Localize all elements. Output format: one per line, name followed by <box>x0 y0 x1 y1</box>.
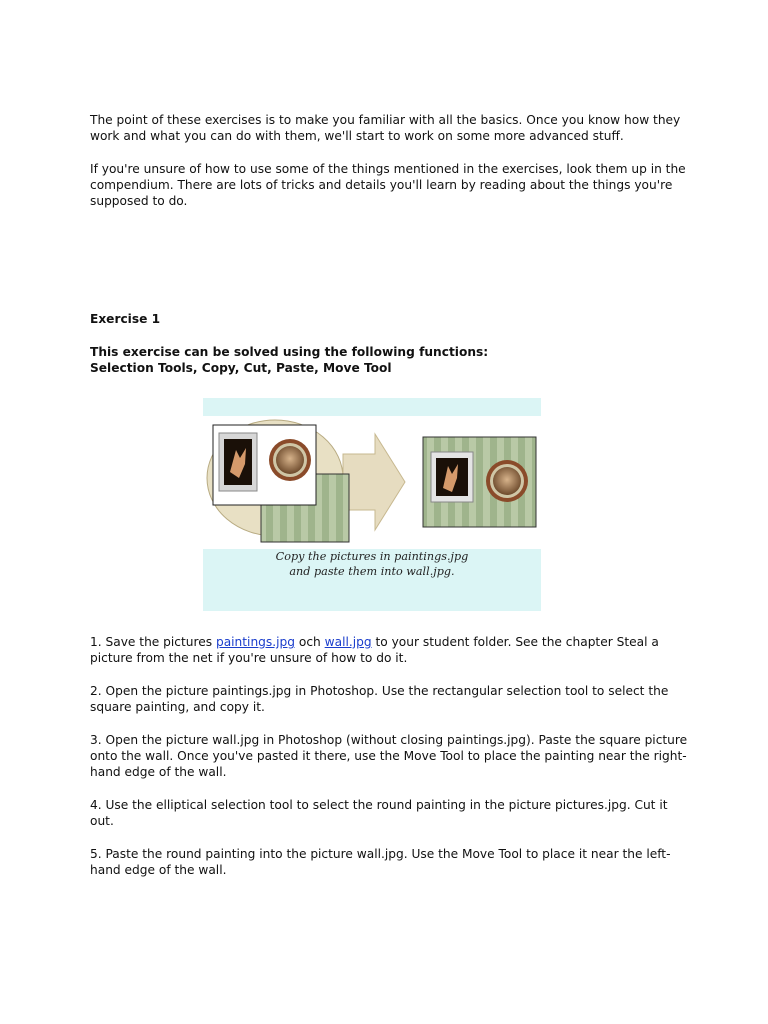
step-1-prefix: 1. Save the pictures <box>90 635 216 649</box>
caption-line-2: and paste them into wall.jpg. <box>289 565 455 578</box>
caption-line-1: Copy the pictures in paintings.jpg <box>275 550 469 563</box>
step-1-suffix: to your student folder. See the chapter Steal a picture from the net if you're unsure of how to do it. <box>90 635 659 665</box>
step-1-mid: och <box>295 635 325 649</box>
functions-line-2: Selection Tools, Copy, Cut, Paste, Move Tool <box>90 361 392 375</box>
step-1 <box>90 634 690 666</box>
step-4: 4. Use the elliptical selection tool to select the round painting in the picture pictures.jpg. Cut it out. <box>90 798 668 828</box>
paintings-jpg-link[interactable]: paintings.jpg <box>215 635 295 649</box>
illustration-caption <box>203 549 541 579</box>
copy-paste-illustration <box>203 398 541 611</box>
step-3: 3. Open the picture wall.jpg in Photoshop (without closing paintings.jpg). Paste the square picture onto the wall. Once you've pasted it there, use the Move Tool to place the painting near the right-hand edge of the wall. <box>90 733 688 779</box>
step-5: 5. Paste the round painting into the picture wall.jpg. Use the Move Tool to place it near the left-hand edge of the wall. <box>90 847 671 877</box>
step-2: 2. Open the picture paintings.jpg in Photoshop. Use the rectangular selection tool to select the square painting, and copy it. <box>90 684 669 714</box>
intro-paragraph-2: If you're unsure of how to use some of the things mentioned in the exercises, look them up in the compendium. There are lots of tricks and details you'll learn by reading about the things you're supposed to do. <box>90 162 686 208</box>
exercise-title: Exercise 1 <box>90 312 161 326</box>
wall-jpg-link[interactable]: wall.jpg <box>324 635 372 649</box>
spacer <box>90 226 690 311</box>
illustration-graphic <box>203 398 541 611</box>
portrait-face-icon <box>276 446 304 474</box>
intro-paragraph-1: The point of these exercises is to make you familiar with all the basics. Once you know how they work and what you can do with them, we'll start to work on some more advanced stuff. <box>90 113 681 143</box>
pasted-portrait-face-icon <box>493 467 521 495</box>
functions-line-1: This exercise can be solved using the following functions: <box>90 345 489 359</box>
